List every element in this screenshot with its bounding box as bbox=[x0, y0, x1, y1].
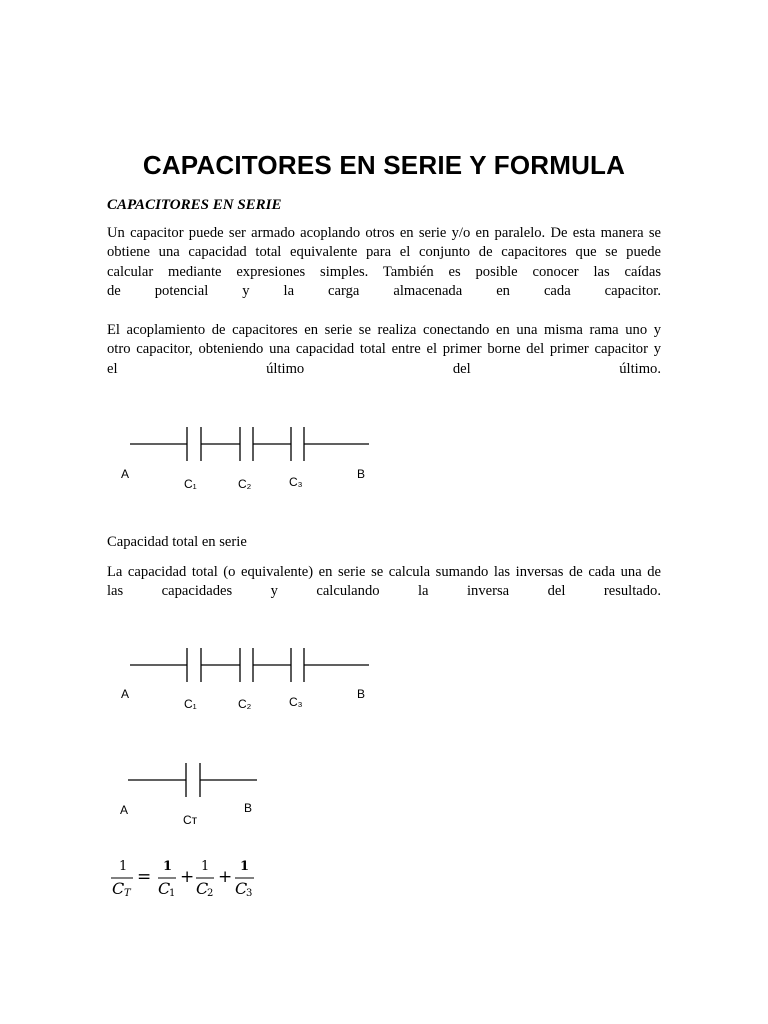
capacitor-label-c3: C₃ bbox=[289, 695, 303, 709]
term2-numerator: 1 bbox=[201, 859, 210, 874]
term1-numerator: 1 bbox=[163, 859, 173, 874]
lhs-numerator: 1 bbox=[119, 859, 128, 874]
term1-subscript: 1 bbox=[169, 888, 176, 899]
text-line: El acoplamiento de capacitores en serie se realiza conectando en una misma rama uno y bbox=[107, 322, 661, 338]
term2-denominator: C bbox=[196, 879, 209, 898]
text-line: La capacidad total (o equivalente) en serie se calcula sumando las inversas de cada una de bbox=[107, 564, 661, 580]
text-line: las capacidades y calculando la inversa del resultado. bbox=[107, 583, 661, 600]
capacitor-label-c3: C₃ bbox=[289, 475, 303, 489]
text-line: obtiene una capacidad total equivalente para el conjunto de capacitores que se puede bbox=[107, 244, 661, 261]
capacitor-label-c2: C₂ bbox=[238, 477, 252, 491]
capacitor-label-ct: Cᴛ bbox=[183, 813, 198, 827]
plus-sign: + bbox=[218, 867, 233, 887]
node-label-a: A bbox=[120, 803, 129, 817]
paragraph-series-coupling bbox=[107, 321, 661, 379]
text-line: Un capacitor puede ser armado acoplando otros en serie y/o en paralelo. De esta manera se bbox=[107, 225, 661, 241]
term3-numerator: 1 bbox=[240, 859, 250, 874]
node-label-b: B bbox=[357, 467, 366, 481]
capacitor-label-c1: C₁ bbox=[184, 697, 197, 711]
term1-denominator: C bbox=[158, 879, 171, 898]
series-capacitance-formula bbox=[108, 857, 268, 907]
text-line: de potencial y la carga almacenada en cada capacitor. bbox=[107, 282, 661, 299]
section-heading-total-capacity: Capacidad total en serie bbox=[107, 534, 247, 550]
term3-subscript: 3 bbox=[246, 888, 253, 899]
lhs-subscript: T bbox=[124, 888, 131, 899]
text-line: otro capacitor, obteniendo una capacidad total entre el primer borne del primer capacitor y bbox=[107, 341, 661, 358]
node-label-a: A bbox=[121, 467, 130, 481]
plus-sign: + bbox=[180, 867, 195, 887]
node-label-b: B bbox=[357, 687, 366, 701]
term3-denominator: C bbox=[235, 879, 248, 898]
term2-subscript: 2 bbox=[207, 888, 214, 899]
lhs-denominator: C bbox=[112, 879, 125, 898]
capacitor-label-c2: C₂ bbox=[238, 697, 252, 711]
node-label-b: B bbox=[244, 801, 253, 815]
page-title: CAPACITORES EN SERIE Y FORMULA bbox=[142, 150, 626, 180]
paragraph-intro bbox=[107, 224, 661, 301]
text-line: calcular mediante expresiones simples. También es posible conocer las caídas bbox=[107, 263, 661, 280]
section-heading: CAPACITORES EN SERIE bbox=[107, 197, 282, 213]
paragraph-total-capacity bbox=[107, 563, 661, 602]
equals-sign: = bbox=[137, 867, 152, 887]
text-line: el último del último. bbox=[107, 360, 661, 377]
capacitor-label-c1: C₁ bbox=[184, 477, 197, 491]
node-label-a: A bbox=[121, 687, 130, 701]
